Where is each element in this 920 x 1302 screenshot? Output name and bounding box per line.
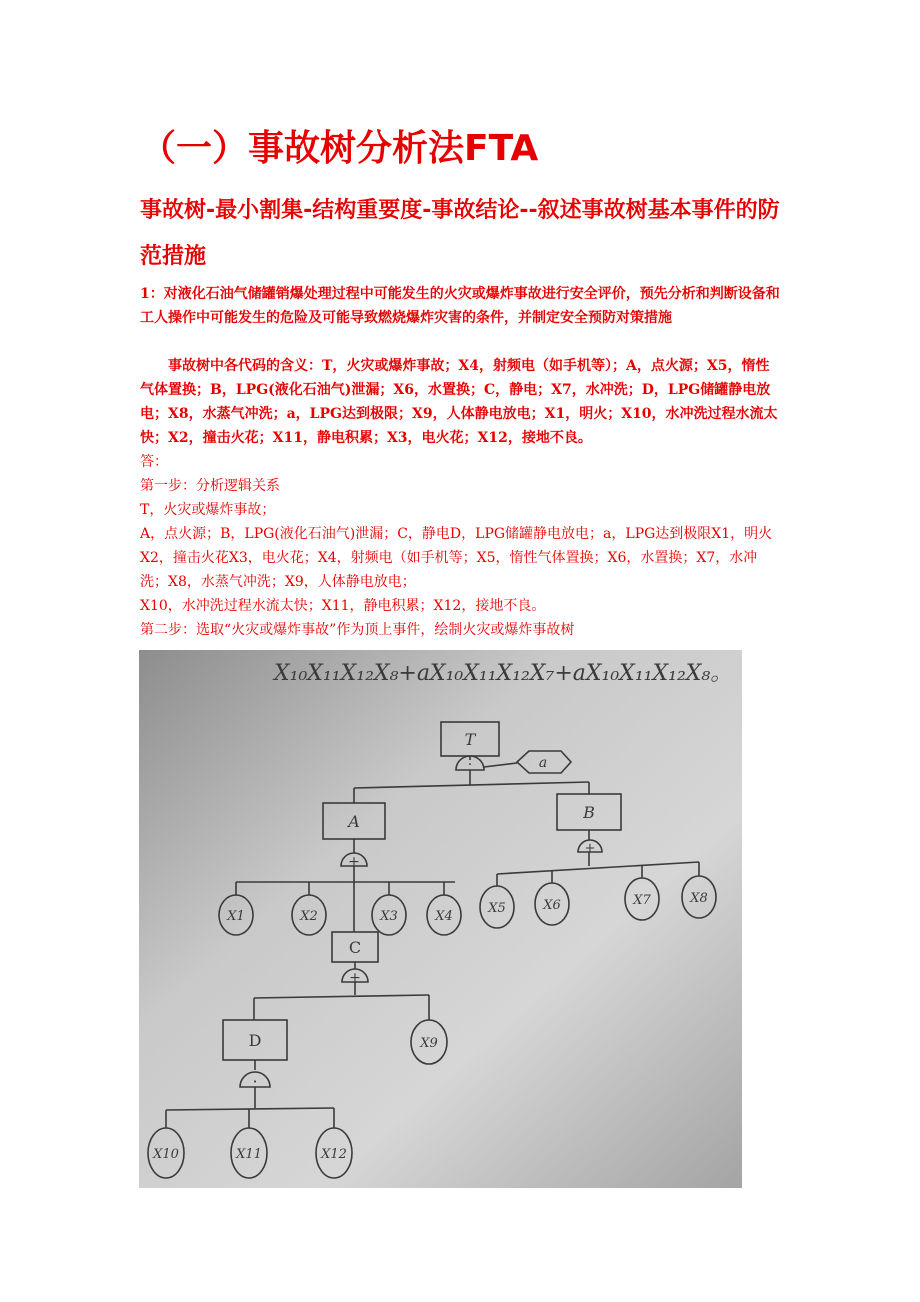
x12-label: X12 (321, 1147, 347, 1162)
page-subtitle: 事故树-最小割集-结构重要度-事故结论--叙述事故树基本事件的防范措施 (140, 198, 780, 269)
x8-label: X8 (690, 891, 708, 906)
code-meaning-paragraph: 事故树中各代码的含义：T，火灾或爆炸事故；X4，射频电（如手机等）；A，点火源；X5，惰性气体置换；B，LPG(液化石油气)泄漏；X6，水置换；C，静电；X7，水冲洗；D，LPG储罐静电放电；X8，水蒸气冲洗；a，LPG达到极限；X9，人体静电放电；X1，明火；X10，水冲洗过程水流太快；X2，撞击火花；X11，静电积累；X3，电火花；X12，接地不良。 (140, 358, 778, 446)
event-c-label: C (348, 938, 362, 957)
x7-label: X7 (633, 893, 651, 908)
x1-label: X1 (227, 909, 245, 924)
question-paragraph: 1：对液化石油气储罐销爆处理过程中可能发生的火灾或爆炸事故进行安全评价，预先分析和判断设备和工人操作中可能发生的危险及可能导致燃烧爆炸灾害的条件，并制定安全预防对策措施 (140, 286, 780, 326)
x4-label: X4 (435, 909, 453, 924)
events-paragraph: A，点火源；B，LPG(液化石油气)泄漏；C，静电D，LPG储罐静电放电；a，LPG达到极限X1，明火X2，撞击火花X3，电火花；X4，射频电（如手机等；X5，惰性气体置换；X6，水置换；X7，水冲洗；X8，水蒸气冲洗；X9，人体静电放电； (140, 526, 773, 590)
page-title: （一）事故树分析法FTA (140, 128, 539, 169)
c-gate-symbol: + (349, 970, 361, 986)
x3-label: X3 (380, 909, 398, 924)
condition-label: a (538, 755, 548, 771)
event-a-label: A (348, 812, 360, 831)
step1-heading: 第一步：分析逻辑关系 (140, 478, 280, 494)
b-gate-symbol: + (584, 841, 596, 856)
top-event-line: T，火灾或爆炸事故； (140, 502, 276, 518)
top-event-label: T (464, 730, 476, 749)
x11-label: X11 (236, 1147, 262, 1162)
x2-label: X2 (300, 909, 318, 924)
fault-tree-diagram (139, 650, 742, 1188)
events-last-line: X10，水冲洗过程水流太快；X11，静电积累；X12，接地不良。 (140, 598, 546, 614)
event-d-label: D (248, 1031, 262, 1050)
x9-label: X9 (420, 1036, 438, 1051)
fault-tree-photo (139, 650, 742, 1188)
answer-label: 答： (140, 454, 168, 470)
d-gate-symbol: · (252, 1072, 258, 1091)
a-gate-symbol: + (348, 854, 360, 870)
formula-fragment: X₁₀X₁₁X₁₂X₈+aX₁₀X₁₁X₁₂X₇+aX₁₀X₁₁X₁₂X₈。 (274, 661, 733, 686)
x5-label: X5 (488, 901, 506, 916)
step2-heading: 第二步：选取“火灾或爆炸事故”作为顶上事件，绘制火灾或爆炸事故树 (140, 622, 575, 638)
x10-label: X10 (153, 1147, 179, 1162)
event-b-label: B (583, 803, 595, 822)
top-gate-symbol: · (467, 757, 473, 773)
x6-label: X6 (543, 898, 561, 913)
